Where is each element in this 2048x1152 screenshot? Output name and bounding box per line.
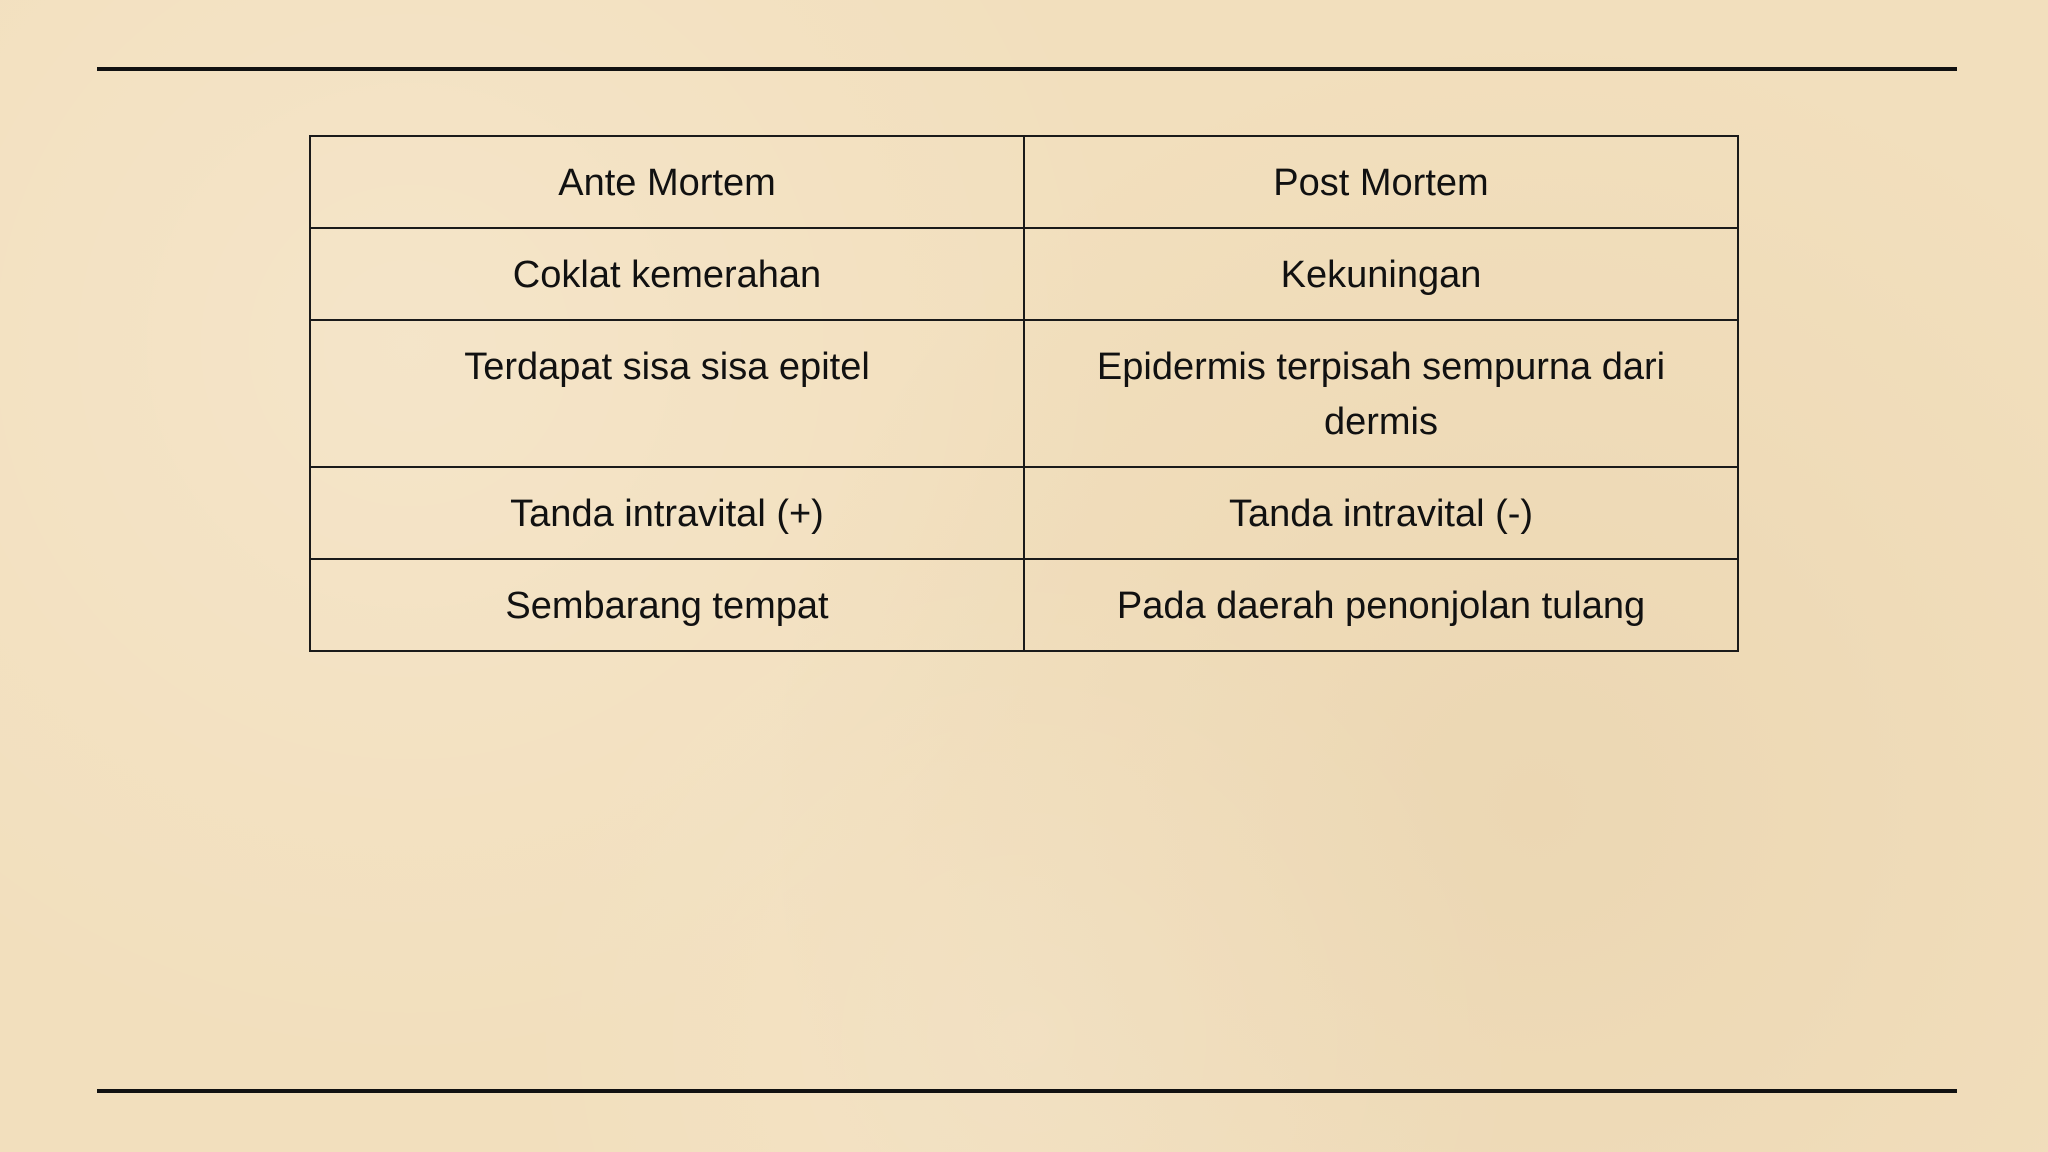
table-cell: Sembarang tempat xyxy=(310,559,1024,651)
table-cell: Epidermis terpisah sempurna dari dermis xyxy=(1024,320,1738,467)
table-row xyxy=(310,320,1738,467)
table-cell: Pada daerah penonjolan tulang xyxy=(1024,559,1738,651)
table-cell: Tanda intravital (+) xyxy=(310,467,1024,559)
table-cell: Kekuningan xyxy=(1024,228,1738,320)
table-header-row xyxy=(310,136,1738,228)
table-row xyxy=(310,228,1738,320)
comparison-table xyxy=(309,135,1739,652)
top-divider xyxy=(97,67,1957,71)
table-cell: Tanda intravital (-) xyxy=(1024,467,1738,559)
table-cell: Terdapat sisa sisa epitel xyxy=(310,320,1024,467)
table-cell: Coklat kemerahan xyxy=(310,228,1024,320)
header-cell-post-mortem: Post Mortem xyxy=(1024,136,1738,228)
table-row xyxy=(310,467,1738,559)
bottom-divider xyxy=(97,1089,1957,1093)
header-cell-ante-mortem: Ante Mortem xyxy=(310,136,1024,228)
table-row xyxy=(310,559,1738,651)
